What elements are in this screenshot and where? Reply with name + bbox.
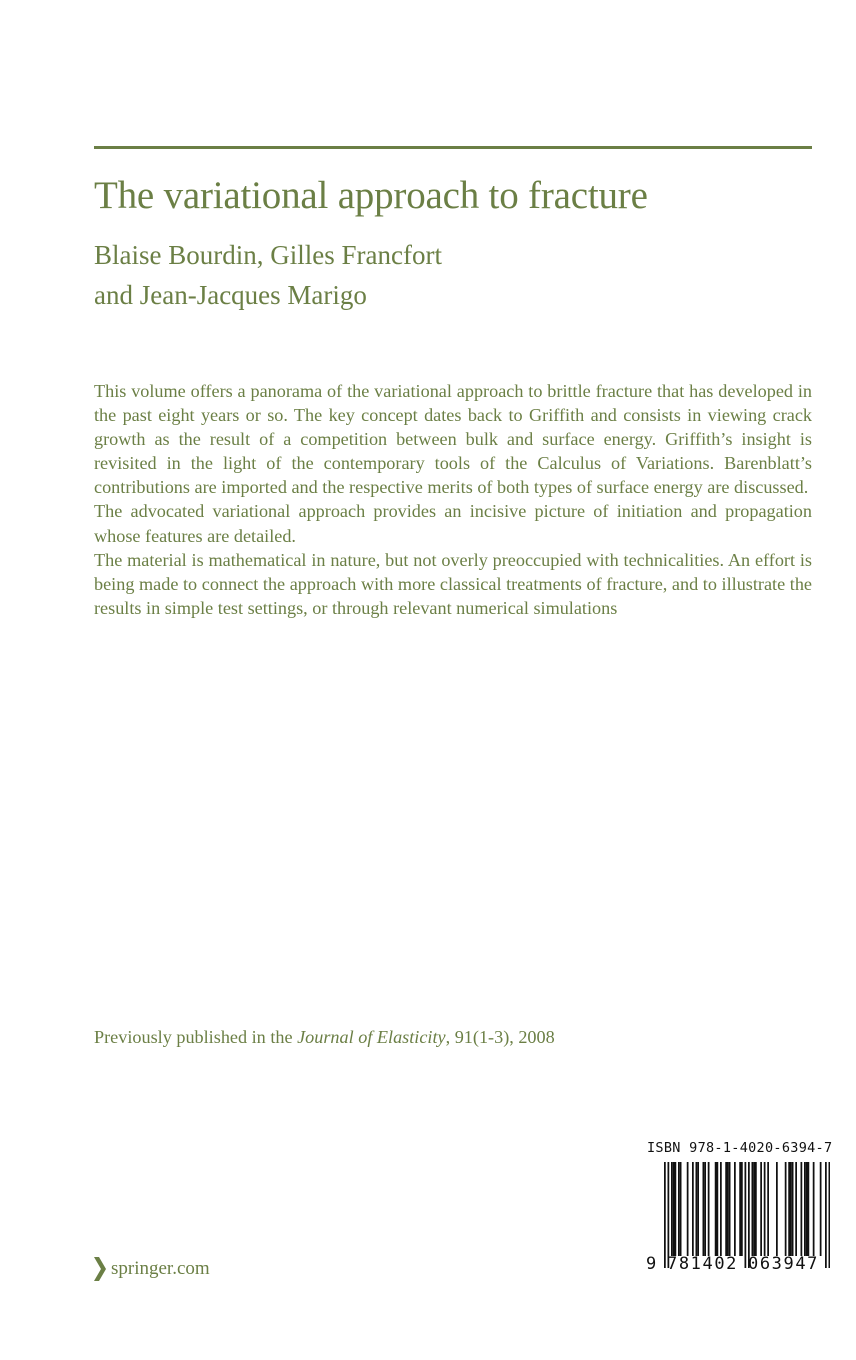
barcode-bar — [764, 1162, 766, 1256]
barcode-bar — [734, 1162, 736, 1256]
description-paragraph: The advocated variational approach provides an incisive picture of initiation and propagation whose features are detailed. — [94, 501, 812, 546]
barcode-bar — [776, 1162, 778, 1256]
barcode-bar — [790, 1162, 792, 1256]
barcode-bar — [678, 1162, 680, 1256]
barcode-bar — [729, 1162, 731, 1256]
previously-published-note — [94, 1025, 555, 1049]
barcode-bar — [755, 1162, 757, 1256]
publisher-link[interactable] — [94, 1256, 210, 1282]
barcode-bar — [703, 1162, 705, 1256]
barcode-bar — [725, 1162, 727, 1256]
barcode-bar — [675, 1162, 677, 1256]
description-paragraph: The material is mathematical in nature, but not overly preoccupied with technicalities. An effort is being made to connect the approach with more classical treatments of fracture, and to illustrate the results in simple test settings, or through relevant numerical simulations — [94, 549, 812, 618]
barcode-bar — [767, 1162, 769, 1256]
isbn-label: ISBN 978-1-4020-6394-7 — [647, 1140, 833, 1156]
barcode-bar — [748, 1162, 750, 1268]
barcode-bar — [715, 1162, 717, 1256]
previously-suffix: , 91(1-3), 2008 — [445, 1027, 555, 1047]
barcode-bar — [680, 1162, 682, 1256]
barcode-bar — [741, 1162, 743, 1256]
barcode-bar — [829, 1162, 831, 1268]
book-description — [94, 379, 812, 620]
barcode-bar — [804, 1162, 806, 1256]
barcode-bar — [825, 1162, 827, 1268]
barcode-bar — [668, 1162, 670, 1268]
barcode-bar — [708, 1162, 710, 1256]
barcode-bar — [792, 1162, 794, 1256]
barcode-bar — [671, 1162, 673, 1256]
barcode-bar — [795, 1162, 797, 1256]
description-paragraph: This volume offers a panorama of the variational approach to brittle fracture that has developed in the past eight years or so. The key concept dates back to Griffith and consists in viewing crack growth as the result of a competition between bulk and surface energy. Griffith’s insight is revisited in the light of the contemporary tools of the Calculus of Variations. Barenblatt’s contributions are imported and the respective merits of both types of surface energy are discussed. — [94, 381, 812, 498]
barcode-bar — [813, 1162, 815, 1256]
barcode-bar — [808, 1162, 810, 1256]
barcode-bar — [785, 1162, 787, 1256]
barcode-bar — [752, 1162, 754, 1256]
barcode-bar — [788, 1162, 790, 1256]
barcode-bar — [720, 1162, 722, 1256]
previously-prefix: Previously published in the — [94, 1027, 298, 1047]
barcode-digits-right: 063947 — [748, 1254, 820, 1274]
barcode-bar — [704, 1162, 706, 1256]
barcode-bar — [673, 1162, 675, 1256]
book-title: The variational approach to fracture — [94, 174, 648, 217]
authors-line-2: and Jean-Jacques Marigo — [94, 280, 367, 310]
authors-line-1: Blaise Bourdin, Gilles Francfort — [94, 240, 442, 270]
barcode-bar — [820, 1162, 822, 1256]
barcode-bar — [692, 1162, 694, 1256]
barcode-bar — [664, 1162, 666, 1268]
barcode-bar — [687, 1162, 689, 1256]
publisher-url: springer.com — [111, 1258, 210, 1279]
barcode-bar — [745, 1162, 747, 1268]
top-rule — [94, 146, 812, 149]
barcode-digits-left: 781402 — [667, 1254, 739, 1274]
barcode-bar — [760, 1162, 762, 1256]
barcode-bar — [753, 1162, 755, 1256]
chevron-right-icon — [94, 1257, 106, 1281]
barcode-digit-first: 9 — [646, 1254, 658, 1274]
barcode-bar — [806, 1162, 808, 1256]
barcode-bar — [739, 1162, 741, 1256]
isbn-barcode-block — [640, 1140, 833, 1294]
barcode-bar — [696, 1162, 698, 1256]
authors — [94, 235, 442, 315]
barcode-bar — [801, 1162, 803, 1256]
barcode-bar — [727, 1162, 729, 1256]
barcode-bar — [697, 1162, 699, 1256]
barcode-bar — [717, 1162, 719, 1256]
journal-name: Journal of Elasticity — [297, 1027, 446, 1047]
